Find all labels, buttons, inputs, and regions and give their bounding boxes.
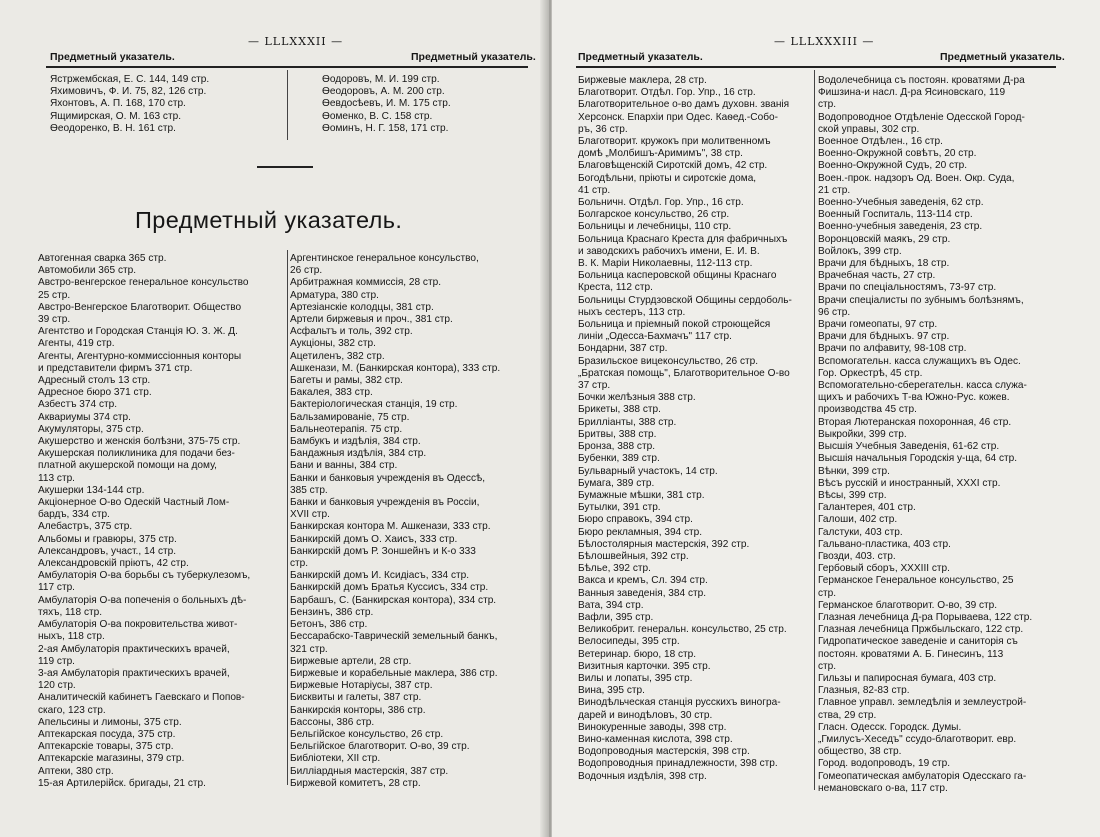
- index-entry: Аргентинское генеральное консульство,: [290, 253, 479, 264]
- index-entry: Аукціоны, 382 стр.: [290, 338, 376, 350]
- index-entry: Военное Отдѣлен., 16 стр.: [818, 136, 943, 148]
- index-entry: Глазныя, 82-83 стр.: [818, 685, 910, 697]
- index-entry: Велосипеды, 395 стр.: [578, 636, 680, 648]
- index-entry: Ванныя заведенія, 384 стр.: [578, 587, 707, 599]
- index-entry: Бактеріологическая станція, 19 стр.: [290, 399, 458, 411]
- left-running-head-left: Предметный указатель.: [50, 51, 175, 63]
- index-entry: Апельсины и лимоны, 375 стр.: [38, 716, 182, 728]
- index-entry: стр.: [818, 99, 837, 111]
- index-entry: Барбашъ, С. (Банкирская контора), 334 стр.: [290, 594, 497, 606]
- index-entry: Банкирскія конторы, 386 стр.: [290, 704, 426, 716]
- index-entry: 117 стр.: [38, 582, 75, 594]
- index-entry: Бамбукъ и издѣлія, 384 стр.: [290, 436, 421, 448]
- index-entry: Банкирскій домъ И. Ксидіасъ, 334 стр.: [290, 570, 470, 582]
- index-entry: XVII стр.: [290, 509, 330, 521]
- index-entry: Бумага, 389 стр.: [578, 477, 655, 489]
- index-entry: Бензинъ, 386 стр.: [290, 606, 374, 618]
- index-entry: Больница касперовской общины Краснаго: [578, 270, 777, 282]
- index-entry: 25 стр.: [38, 289, 71, 301]
- index-entry: бардъ, 334 стр.: [38, 509, 110, 521]
- index-entry: Ветеринар. бюро, 18 стр.: [578, 648, 697, 660]
- index-entry: Бальзамированіе, 75 стр.: [290, 411, 410, 423]
- index-entry: Ѳеодоровъ, А. М. 200 стр.: [322, 86, 445, 98]
- index-entry: Гомеопатическая амбулаторія Одесскаго га-: [818, 770, 1027, 782]
- index-entry: общество, 38 стр.: [818, 746, 902, 758]
- index-entry: Акушерки 134-144 стр.: [38, 484, 145, 496]
- index-entry: Аптекарская посуда, 375 стр.: [38, 728, 176, 740]
- index-entry: Врачи для бѣдныхъ. 97 стр.: [818, 331, 950, 343]
- index-entry: Брилліанты, 388 стр.: [578, 416, 677, 428]
- index-entry: Высшія Учебныя Заведенія, 61-62 стр.: [818, 441, 1000, 453]
- index-entry: Бронза, 388 стр.: [578, 441, 656, 453]
- index-entry: Бальнеотерапія. 75 стр.: [290, 423, 403, 435]
- index-entry: Вакса и кремъ, Сл. 394 стр.: [578, 575, 708, 587]
- index-entry: Банкирскій домъ Братья Куссисъ, 334 стр.: [290, 582, 489, 594]
- index-entry: Акушерская поликлиника для подачи без-: [38, 448, 235, 460]
- index-entry: Ѳевдосѣевъ, И. М. 175 стр.: [322, 98, 451, 110]
- index-entry: Бюро справокъ, 394 стр.: [578, 514, 693, 526]
- index-entry: Фишзина-и насл. Д-ра Ясиновскаго, 119: [818, 87, 1006, 99]
- index-entry: 39 стр.: [38, 314, 71, 326]
- index-entry: Врачи для бѣдныхъ, 18 стр.: [818, 258, 950, 270]
- index-entry: Ѳеодоренко, В. Н. 161 стр.: [50, 122, 176, 134]
- index-entry: Банкирская контора М. Ашкенази, 333 стр.: [290, 521, 491, 533]
- index-entry: Вспомогательно-сберегательн. касса служа-: [818, 380, 1027, 392]
- index-entry: 21 стр.: [818, 184, 851, 196]
- index-entry: 26 стр.: [290, 265, 323, 277]
- left-names-column-1: [50, 74, 282, 135]
- index-entry: Артезіанскіе колодцы, 381 стр.: [290, 301, 434, 313]
- index-entry: Банки и банковыя учрежденія въ Одессѣ,: [290, 472, 485, 484]
- right-page: [552, 0, 1100, 837]
- index-entry: Врачи гомеопаты, 97 стр.: [818, 319, 938, 331]
- index-entry: 385 стр.: [290, 484, 328, 496]
- index-entry: скаго, 123 стр.: [38, 704, 106, 716]
- index-entry: 119 стр.: [38, 655, 75, 667]
- index-entry: Бессарабско-Таврическій земельный банкъ,: [290, 631, 498, 643]
- index-entry: В. К. Маріи Николаевны, 112-113 стр.: [578, 258, 753, 270]
- index-entry: Больничн. Отдѣл. Гор. Упр., 16 стр.: [578, 197, 744, 209]
- index-entry: линіи „Одесса-Бахмачъ" 117 стр.: [578, 331, 732, 343]
- right-running-head-left: Предметный указатель.: [578, 51, 703, 63]
- index-entry: Асфальтъ и толь, 392 стр.: [290, 326, 413, 338]
- index-entry: 41 стр.: [578, 184, 611, 196]
- index-entry: Бельгійское благотворит. О-во, 39 стр.: [290, 741, 470, 753]
- index-entry: Бульварный участокъ, 14 стр.: [578, 465, 718, 477]
- index-entry: Ястржембская, Е. С. 144, 149 стр.: [50, 74, 210, 85]
- index-entry: Аквариумы 374 стр.: [38, 411, 131, 423]
- index-entry: Биржевые и корабельные маклера, 386 стр.: [290, 667, 498, 679]
- index-entry: 96 стр.: [818, 306, 851, 318]
- index-entry: Арматура, 380 стр.: [290, 289, 379, 301]
- index-entry: Бѣлостолярныя мастерскія, 392 стр.: [578, 538, 750, 550]
- index-entry: Яхимовичъ, Ф. И. 75, 82, 126 стр.: [50, 86, 207, 98]
- index-entry: Благотворит. кружокъ при молитвенномъ: [578, 136, 771, 148]
- index-entry: Алебастръ, 375 стр.: [38, 521, 133, 533]
- index-entry: Благовѣщенскій Сиротскій домъ, 42 стр.: [578, 160, 768, 172]
- index-entry: Аптекарскіе магазины, 379 стр.: [38, 753, 185, 765]
- index-entry: Воронцовскій маякъ, 29 стр.: [818, 233, 951, 245]
- index-entry: Бондарни, 387 стр.: [578, 343, 668, 355]
- index-entry: Галоши, 402 стр.: [818, 514, 898, 526]
- index-entry: Арбитражная коммиссія, 28 стр.: [290, 277, 442, 289]
- index-entry: ской управы, 302 стр.: [818, 123, 920, 135]
- index-entry: Вспомогательн. касса служащихъ въ Одес.: [818, 355, 1021, 367]
- left-names-column-2: [322, 74, 532, 135]
- index-entry: Вафли, 395 стр.: [578, 611, 654, 623]
- index-entry: Биржевые Нотаріусы, 387 стр.: [290, 680, 433, 692]
- index-entry: Биржевые артели, 28 стр.: [290, 655, 412, 667]
- index-entry: Альбомы и гравюры, 375 стр.: [38, 533, 177, 545]
- index-entry: Херсонск. Епархіи при Одес. Каѳед.-Собо-: [578, 111, 778, 123]
- index-entry: Вата, 394 стр.: [578, 599, 644, 611]
- index-entry: Вино-каменная кислота, 398 стр.: [578, 733, 733, 745]
- index-entry: Бритвы, 388 стр.: [578, 428, 657, 440]
- index-entry: Артели биржевыя и проч., 381 стр.: [290, 314, 453, 326]
- index-entry: Агенты, 419 стр.: [38, 338, 115, 350]
- index-entry: Адресный столъ 13 стр.: [38, 375, 151, 387]
- index-entry: Австро-венгерское генеральное консульство: [38, 277, 249, 289]
- index-entry: домѣ „Молбишъ-Аримимъ", 38 стр.: [578, 148, 743, 160]
- index-entry: стр.: [290, 558, 309, 570]
- index-entry: Галантерея, 401 стр.: [818, 502, 916, 514]
- index-entry: Бумажные мѣшки, 381 стр.: [578, 489, 705, 501]
- index-entry: Александровскій пріютъ, 42 стр.: [38, 558, 189, 570]
- index-entry: 113 стр.: [38, 472, 75, 484]
- index-entry: Водопроводныя мастерскія, 398 стр.: [578, 746, 750, 758]
- index-entry: Бутылки, 391 стр.: [578, 502, 661, 514]
- index-entry: Благотворит. Отдѣл. Гор. Упр., 16 стр.: [578, 87, 756, 99]
- index-entry: Биржевой комитетъ, 28 стр.: [290, 777, 421, 789]
- index-entry: Германское Генеральное консульство, 25: [818, 575, 1014, 587]
- left-index-divider: [287, 250, 288, 785]
- index-entry: Водопроводныя принадлежности, 398 стр.: [578, 758, 778, 770]
- index-entry: ныхъ сестеръ, 113 стр.: [578, 306, 686, 318]
- index-entry: Ѳоменко, В. С. 158 стр.: [322, 110, 433, 122]
- index-entry: Гильзы и папиросная бумага, 403 стр.: [818, 672, 997, 684]
- index-entry: Бубенки, 389 стр.: [578, 453, 660, 465]
- index-entry: 120 стр.: [38, 680, 76, 692]
- right-index-column-2: [818, 75, 1058, 795]
- index-entry: Бетонъ, 386 стр.: [290, 619, 368, 631]
- index-entry: 37 стр.: [578, 380, 611, 392]
- index-entry: 2-ая Амбулаторія практическихъ врачей,: [38, 643, 230, 655]
- index-entry: Врачи по алфавиту, 98-108 стр.: [818, 343, 967, 355]
- index-entry: Агенты, Агентурно-коммиссіонныя конторы: [38, 350, 242, 362]
- index-entry: „Гмилусъ-Хеседъ" ссудо-благотворит. евр.: [818, 733, 1017, 745]
- index-entry: Водопроводное Отдѣленіе Одесской Город-: [818, 111, 1025, 123]
- index-entry: дарей и винодѣловъ, 30 стр.: [578, 709, 713, 721]
- index-entry: Врачебная часть, 27 стр.: [818, 270, 936, 282]
- index-entry: немановскаго о-ва, 117 стр.: [818, 782, 948, 794]
- right-page-number: — LLLXXXIII —: [774, 35, 875, 48]
- index-entry: Воен.-прок. надзоръ Од. Воен. Окр. Суда,: [818, 172, 1015, 184]
- index-entry: Войлокъ, 399 стр.: [818, 245, 902, 257]
- index-entry: Агентство и Городская Станція Ю. З. Ж. Д.: [38, 326, 238, 338]
- index-entry: Вѣсы, 399 стр.: [818, 489, 887, 501]
- index-entry: Ящимирская, О. М. 163 стр.: [50, 110, 182, 122]
- index-entry: Галстуки, 403 стр.: [818, 526, 903, 538]
- index-entry: Бочки желѣзныя 388 стр.: [578, 392, 696, 404]
- right-header-rule: [576, 66, 1056, 68]
- index-entry: Великобрит. генеральн. консульство, 25 стр.: [578, 624, 787, 636]
- index-entry: производства 45 стр.: [818, 404, 917, 416]
- index-entry: Гвозди, 403. стр.: [818, 550, 896, 562]
- index-entry: Азбестъ 374 стр.: [38, 399, 118, 411]
- index-entry: Гор. Оркестрѣ, 45 стр.: [818, 367, 923, 379]
- index-entry: Банки и банковыя учрежденія въ Россіи,: [290, 497, 480, 509]
- index-entry: Библіотеки, XII стр.: [290, 753, 381, 765]
- index-entry: Александровъ, участ., 14 стр.: [38, 545, 177, 557]
- right-running-head-right: Предметный указатель.: [940, 51, 1065, 63]
- index-entry: Визитныя карточки. 395 стр.: [578, 660, 711, 672]
- left-index-column-2: [290, 253, 526, 790]
- index-entry: Креста, 112 стр.: [578, 282, 653, 294]
- index-entry: Бразильское вицеконсульство, 26 стр.: [578, 355, 759, 367]
- index-entry: Бюро рекламныя, 394 стр.: [578, 526, 703, 538]
- index-entry: Яхонтовъ, А. П. 168, 170 стр.: [50, 98, 186, 110]
- index-entry: Вѣнки, 399 стр.: [818, 465, 890, 477]
- index-entry: Бани и ванны, 384 стр.: [290, 460, 398, 472]
- index-entry: Брикеты, 388 стр.: [578, 404, 661, 416]
- index-entry: Бакалея, 383 стр.: [290, 387, 373, 399]
- index-entry: ныхъ, 118 стр.: [38, 631, 105, 643]
- right-index-column-1: [578, 75, 810, 783]
- index-entry: „Братская помощь", Благотворительное О-во: [578, 367, 790, 379]
- index-entry: Автогенная сварка 365 стр.: [38, 253, 167, 264]
- index-entry: Билліардныя мастерскія, 387 стр.: [290, 765, 449, 777]
- index-entry: Вилы и лопаты, 395 стр.: [578, 672, 693, 684]
- index-entry: тяхъ, 118 стр.: [38, 606, 103, 618]
- index-entry: Ашкенази, М. (Банкирская контора), 333 стр.: [290, 362, 501, 374]
- index-entry: Больницы Стурдзовской Общины сердоболь-: [578, 294, 792, 306]
- index-entry: Водолечебница съ постоян. кроватями Д-ра: [818, 75, 1025, 86]
- index-entry: Банкирскій домъ О. Хаисъ, 333 стр.: [290, 533, 458, 545]
- index-entry: Глазная лечебница Пржбыльскаго, 122 стр.: [818, 624, 1024, 636]
- index-entry: Автомобили 365 стр.: [38, 265, 137, 277]
- index-entry: Военно-учебныя заведенія, 23 стр.: [818, 221, 983, 233]
- index-entry: стр.: [818, 660, 837, 672]
- index-entry: Благотворительное о-во дамъ духовн. званія: [578, 99, 790, 111]
- index-entry: Винодѣльческая станція русскихъ виногра-: [578, 697, 781, 709]
- index-entry: Гальвано-пластика, 403 стр.: [818, 538, 951, 550]
- index-entry: Военно-Окружной совѣтъ, 20 стр.: [818, 148, 977, 160]
- index-entry: Глазная лечебница Д-ра Порываева, 122 стр.: [818, 611, 1033, 623]
- index-entry: Больницы и лечебницы, 110 стр.: [578, 221, 732, 233]
- index-entry: Винокуренные заводы, 398 стр.: [578, 721, 727, 733]
- index-entry: Болгарское консульство, 26 стр.: [578, 209, 730, 221]
- index-entry: ства, 29 стр.: [818, 709, 877, 721]
- section-ornament: [257, 166, 313, 168]
- index-entry: Гидропатическое заведеніе и саниторія съ: [818, 636, 1018, 648]
- index-entry: щихъ и рабочихъ Т-ва Южно-Рус. кожев.: [818, 392, 1010, 404]
- index-entry: Амбулаторія О-ва попеченія о больныхъ дѣ-: [38, 594, 247, 606]
- index-entry: Врачи по спеціальностямъ, 73-97 стр.: [818, 282, 997, 294]
- index-entry: Германское благотворит. О-во, 39 стр.: [818, 599, 998, 611]
- left-page: [0, 0, 548, 837]
- index-entry: Багеты и рамы, 382 стр.: [290, 375, 403, 387]
- index-entry: Вторая Лютеранская похоронная, 46 стр.: [818, 416, 1012, 428]
- index-entry: Бѣлье, 392 стр.: [578, 563, 651, 575]
- index-entry: Акціонерное О-во Одескій Частный Лом-: [38, 497, 230, 509]
- index-entry: Бельгійское консульство, 26 стр.: [290, 728, 444, 740]
- index-entry: Военно-Учебныя заведенія, 62 стр.: [818, 197, 984, 209]
- index-entry: Бисквиты и галеты, 387 стр.: [290, 692, 422, 704]
- index-entry: постоян. кроватями А. Б. Гинесинъ, 113: [818, 648, 1004, 660]
- index-entry: Врачи спеціалисты по зубнымъ болѣзнямъ,: [818, 294, 1024, 306]
- index-entry: Выкройки, 399 стр.: [818, 428, 907, 440]
- index-entry: 321 стр.: [290, 643, 328, 655]
- index-entry: 3-ая Амбулаторія практическихъ врачей,: [38, 667, 230, 679]
- index-entry: Аптекарскіе товары, 375 стр.: [38, 741, 174, 753]
- index-entry: Ѳодоровъ, М. И. 199 стр.: [322, 74, 440, 85]
- index-entry: Ацетиленъ, 382 стр.: [290, 350, 385, 362]
- index-entry: Гербовый сборъ, XXXIII стр.: [818, 563, 950, 575]
- index-entry: ръ, 36 стр.: [578, 123, 628, 135]
- index-entry: Больница Краснаго Креста для фабричныхъ: [578, 233, 788, 245]
- index-entry: Город. водопроводъ, 19 стр.: [818, 758, 951, 770]
- left-header-rule: [46, 66, 528, 68]
- index-entry: 15-ая Артилерійск. бригады, 21 стр.: [38, 777, 206, 789]
- index-entry: Богодѣльни, пріюты и сиротскіе дома,: [578, 172, 757, 184]
- index-entry: Вѣсъ русскій и иностранный, XXXI стр.: [818, 477, 1001, 489]
- left-page-number: — LLLXXXII —: [248, 35, 344, 48]
- index-entry: Банкирскій домъ Р. Зоншейнъ и К-о 333: [290, 545, 476, 557]
- index-entry: Аптеки, 380 стр.: [38, 765, 114, 777]
- index-entry: Ѳоминъ, Н. Г. 158, 171 стр.: [322, 122, 449, 134]
- left-index-column-1: [38, 253, 284, 790]
- index-entry: Акумуляторы, 375 стр.: [38, 423, 144, 435]
- index-entry: Гласн. Одесск. Городск. Думы.: [818, 721, 962, 733]
- index-entry: Водочныя издѣлія, 398 стр.: [578, 770, 707, 782]
- index-entry: Высшія начальныя Городскія у-ща, 64 стр.: [818, 453, 1018, 465]
- index-entry: Биржевые маклера, 28 стр.: [578, 75, 707, 86]
- index-entry: платной акушерской помощи на дому,: [38, 460, 217, 472]
- index-entry: Бандажныя издѣлія, 384 стр.: [290, 448, 427, 460]
- left-names-divider: [287, 70, 288, 140]
- left-running-head-right: Предметный указатель.: [411, 51, 536, 63]
- index-entry: Австро-Венгерское Благотворит. Общество: [38, 301, 242, 313]
- index-entry: Адресное бюро 371 стр.: [38, 387, 152, 399]
- index-entry: Акушерство и женскія болѣзни, 375-75 стр.: [38, 436, 241, 448]
- index-entry: Военно-Окружной Судъ, 20 стр.: [818, 160, 968, 172]
- index-entry: Вина, 395 стр.: [578, 685, 645, 697]
- right-index-divider: [814, 70, 815, 790]
- index-entry: стр.: [818, 587, 837, 599]
- index-entry: Больница и пріемный покой строющейся: [578, 319, 771, 331]
- index-entry: и заводскихъ рабочихъ имени, Е. И. В.: [578, 245, 760, 257]
- index-entry: Бассоны, 386 стр.: [290, 716, 375, 728]
- index-entry: Амбулаторія О-ва борьбы съ туберкулезомъ,: [38, 570, 251, 582]
- index-entry: Аналитическій кабинетъ Гаевскаго и Попов-: [38, 692, 245, 704]
- index-entry: и представители фирмъ 371 стр.: [38, 362, 193, 374]
- index-entry: Военный Госпиталь, 113-114 стр.: [818, 209, 973, 221]
- index-entry: Главное управл. земледѣлія и землеустрой-: [818, 697, 1027, 709]
- index-entry: Бѣлошвейныя, 392 стр.: [578, 550, 689, 562]
- section-title: Предметный указатель.: [135, 207, 403, 233]
- index-entry: Амбулаторія О-ва покровительства живот-: [38, 619, 238, 631]
